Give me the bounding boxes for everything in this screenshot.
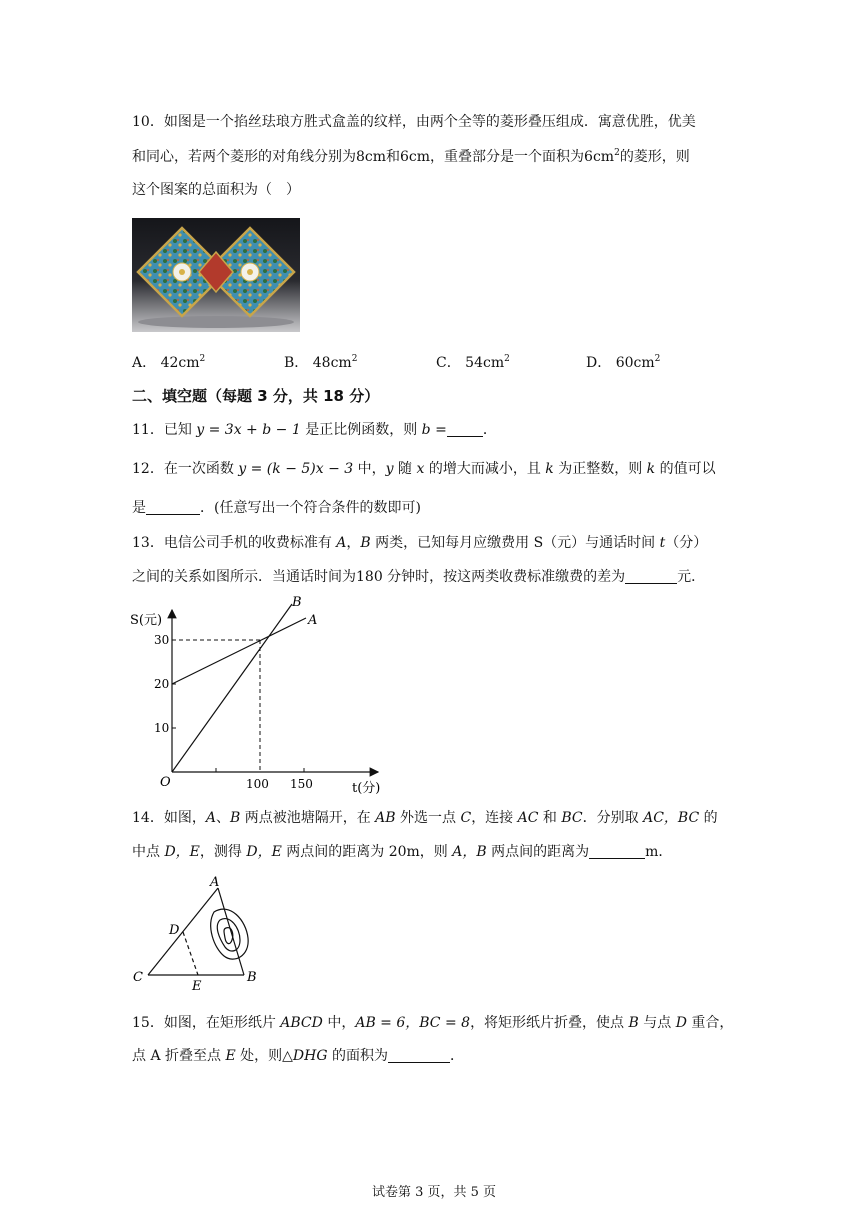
q15-line2: 点 A 折叠至点 E 处，则△DHG 的面积为 ．: [132, 1048, 464, 1064]
line-b-label: B: [292, 595, 302, 610]
line-b: [172, 604, 292, 772]
point-a-label: A: [210, 875, 220, 890]
y-axis-label: S(元): [130, 613, 163, 628]
enamel-box-photo: [132, 218, 300, 332]
segment-ca: [148, 888, 218, 975]
q14-figure: [126, 872, 276, 994]
q12-line1: 12．在一次函数 y = (k − 5)x − 3 中，y 随 x 的增大而减小，且 k 为正整数，则 k 的值可以: [132, 461, 716, 477]
y-tick-10: 10: [154, 721, 170, 735]
q10-option-b: B． $48cm^2$: [284, 354, 358, 371]
segment-ab: [218, 888, 244, 975]
q13-line2: 之间的关系如图所示．当通话时间为180 分钟时，按这两类收费标准缴费的差为 元．: [132, 569, 706, 585]
x-axis-label: t(分): [352, 781, 381, 796]
q10-line3: 这个图案的总面积为（ ）: [132, 182, 300, 198]
segment-de: [183, 932, 198, 975]
y-tick-30: 30: [154, 633, 170, 647]
q10-line1: 10．如图是一个掐丝珐琅方胜式盒盖的纹样，由两个全等的菱形叠压组成．寓意优胜，优美: [132, 114, 696, 130]
q15-line1: 15．如图，在矩形纸片 ABCD 中，AB = 6，BC = 8，将矩形纸片折叠，使点 B 与点 D 重合，: [132, 1015, 734, 1031]
x-tick-150: 150: [290, 777, 313, 791]
q10-line2: 和同心，若两个菱形的对角线分别为8cm和6cm，重叠部分是一个面积为$6cm^2$的菱形，则: [132, 148, 690, 165]
q10-option-a: A． $42cm^2$: [132, 354, 206, 371]
section-heading: 二、填空题（每题 3 分，共 18 分）: [132, 387, 380, 405]
line-a-label: A: [308, 613, 318, 628]
q10-option-d: D． $60cm^2$: [586, 354, 661, 371]
y-tick-20: 20: [154, 677, 170, 691]
q11-line: 11．已知 y = 3x + b − 1 是正比例函数，则 b = ．: [132, 422, 497, 438]
pond-outer: [211, 909, 248, 959]
q13-line1: 13．电信公司手机的收费标准有 A，B 两类，已知每月应缴费用 S（元）与通话时间 t（分）: [132, 535, 708, 551]
q13-graph: [120, 592, 400, 802]
q12-line2: 是 ．(任意写出一个符合条件的数即可): [132, 500, 421, 516]
x-tick-100: 100: [246, 777, 269, 791]
line-a: [172, 618, 306, 684]
point-e-label: E: [192, 979, 202, 994]
page-footer: 试卷第 3 页，共 5 页: [371, 1185, 497, 1200]
point-c-label: C: [133, 970, 143, 985]
point-d-label: D: [169, 923, 180, 938]
q10-option-c: C． $54cm^2$: [436, 354, 510, 371]
origin-label: O: [160, 775, 171, 790]
pond-inner: [224, 928, 233, 944]
q14-line2: 中点 D，E，测得 D，E 两点间的距离为 20m，则 A，B 两点间的距离为 m．: [132, 844, 673, 860]
point-b-label: B: [247, 970, 257, 985]
q14-line1: 14．如图，A、B 两点被池塘隔开，在 AB 外选一点 C，连接 AC 和 BC．分别取 AC，BC 的: [132, 810, 718, 826]
